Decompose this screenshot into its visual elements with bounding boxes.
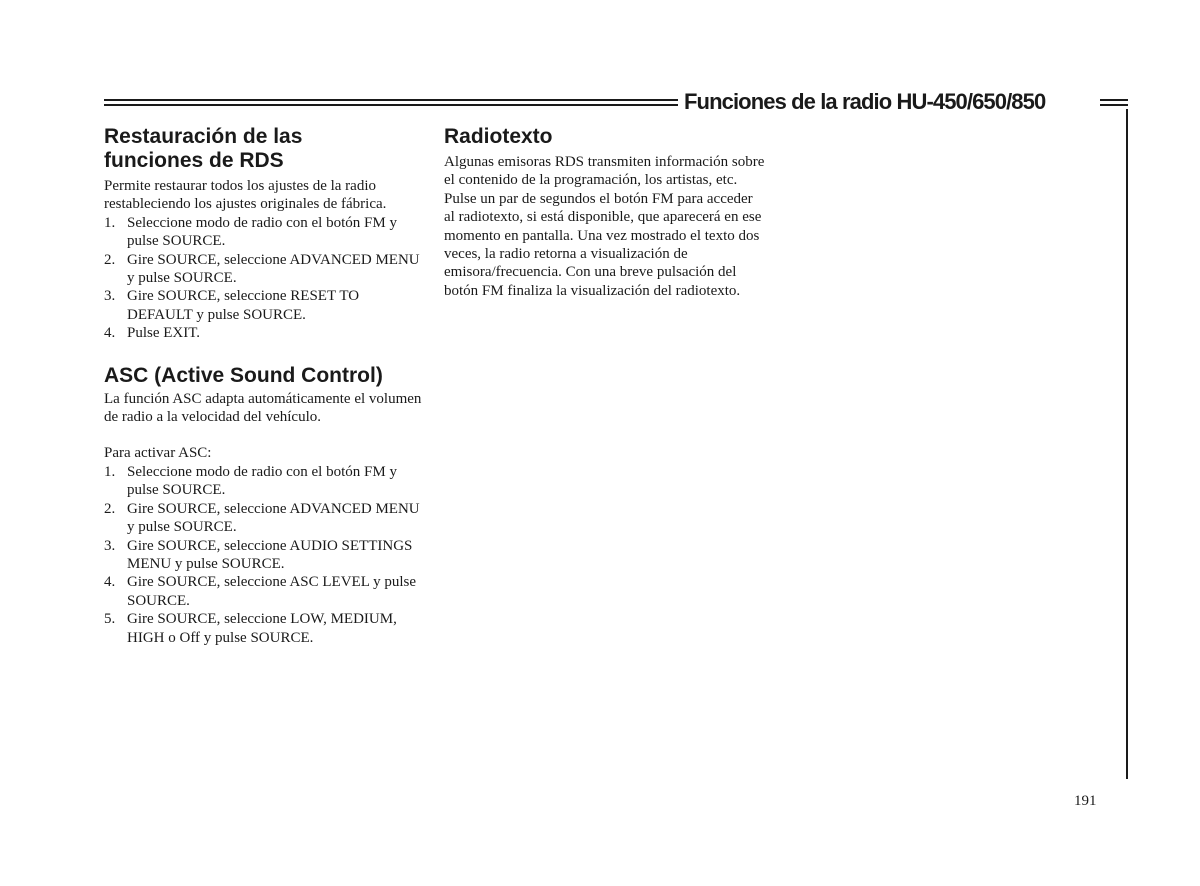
rds-heading-line2: funciones de RDS	[104, 149, 284, 172]
asc-section	[104, 364, 426, 647]
step-text: Gire SOURCE, seleccione ASC LEVEL y pulse SOURCE.	[127, 574, 416, 609]
step-text: Gire SOURCE, seleccione LOW, MEDIUM, HIGH o Off y pulse SOURCE.	[127, 611, 397, 646]
asc-steps	[104, 463, 426, 647]
side-rule	[1126, 109, 1128, 779]
header-rule-bottom	[104, 104, 678, 106]
step-number: 2.	[104, 251, 116, 268]
radiotext-heading: Radiotexto	[444, 125, 553, 148]
rds-heading	[104, 125, 404, 173]
list-item	[104, 463, 426, 500]
step-number: 3.	[104, 537, 116, 554]
step-number: 4.	[104, 574, 116, 591]
step-text: Seleccione modo de radio con el botón FM y pulse SOURCE.	[127, 214, 397, 250]
radiotext-section	[444, 125, 766, 300]
list-item	[104, 287, 426, 324]
step-number: 2.	[104, 500, 116, 517]
step-number: 5.	[104, 611, 116, 628]
left-column	[104, 125, 426, 647]
step-number: 4.	[104, 325, 116, 342]
list-item	[104, 573, 426, 610]
step-number: 3.	[104, 288, 116, 305]
asc-heading: ASC (Active Sound Control)	[104, 363, 383, 387]
rds-section	[104, 125, 426, 343]
header-rule-right-top	[1100, 99, 1128, 101]
rds-heading-line1: Restauración de las	[104, 125, 303, 148]
list-item	[104, 324, 426, 342]
step-text: Gire SOURCE, seleccione ADVANCED MENU y pulse SOURCE.	[127, 251, 420, 287]
page-title: Funciones de la radio HU-450/650/850	[684, 89, 1046, 114]
step-text: Gire SOURCE, seleccione AUDIO SETTINGS MENU y pulse SOURCE.	[127, 537, 413, 572]
asc-intro: La función ASC adapta automáticamente el volumen de radio a la velocidad del vehículo.	[104, 390, 422, 426]
rds-intro: Permite restaurar todos los ajustes de la radio restableciendo los ajustes originales de fábrica.	[104, 178, 387, 213]
step-number: 1.	[104, 214, 116, 231]
page-number: 191	[1074, 793, 1097, 809]
header-rule-top	[104, 99, 678, 101]
header-rule-right-bottom	[1100, 104, 1128, 106]
list-item	[104, 251, 426, 288]
middle-column	[444, 125, 766, 300]
rds-steps	[104, 214, 426, 343]
list-item	[104, 610, 426, 647]
list-item	[104, 537, 426, 574]
list-item	[104, 500, 426, 537]
asc-lead: Para activar ASC:	[104, 445, 212, 462]
step-text: Pulse EXIT.	[127, 325, 201, 342]
radiotext-para2: Pulse un par de segundos el botón FM para acceder al radiotexto, si está disponible, que aparecerá en ese momento en pantalla. Una vez mostrado el texto dos veces, la radio retorna a visualización de emisora/frecuencia. Con una breve pulsación del botón FM finaliza la visualización del radiotexto.	[444, 190, 762, 299]
step-number: 1.	[104, 463, 116, 480]
step-text: Seleccione modo de radio con el botón FM y pulse SOURCE.	[127, 463, 397, 499]
step-text: Gire SOURCE, seleccione ADVANCED MENU y pulse SOURCE.	[127, 500, 420, 536]
step-text: Gire SOURCE, seleccione RESET TO DEFAULT y pulse SOURCE.	[127, 288, 360, 323]
radiotext-para1: Algunas emisoras RDS transmiten información sobre el contenido de la programación, los artistas, etc.	[444, 154, 765, 189]
list-item	[104, 214, 426, 251]
